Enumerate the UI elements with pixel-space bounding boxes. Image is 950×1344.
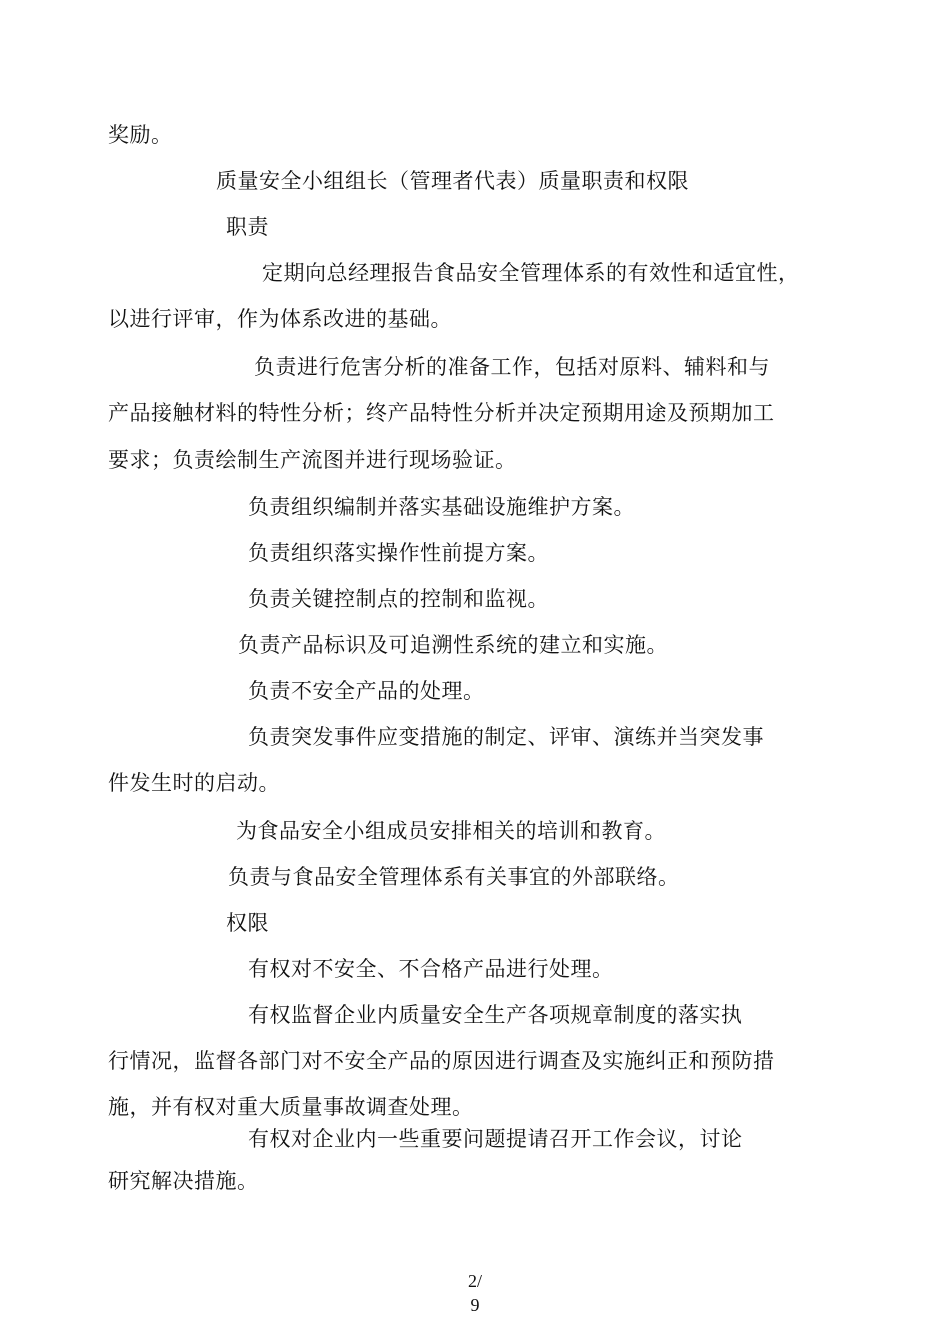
text-line: 负责产品标识及可追溯性系统的建立和实施。 <box>238 633 668 657</box>
text-line: 有权对不安全、不合格产品进行处理。 <box>248 957 614 981</box>
text-line: 件发生时的启动。 <box>108 771 280 795</box>
text-line: 研究解决措施。 <box>108 1169 259 1193</box>
subheading-duties: 职责 <box>226 215 269 239</box>
text-line: 以进行评审，作为体系改进的基础。 <box>108 307 452 331</box>
text-line: 负责组织落实操作性前提方案。 <box>248 541 549 565</box>
text-line: 负责组织编制并落实基础设施维护方案。 <box>248 495 635 519</box>
text-line: 负责突发事件应变措施的制定、评审、演练并当突发事 <box>248 725 764 749</box>
subheading-authority: 权限 <box>226 911 269 935</box>
text-line: 行情况，监督各部门对不安全产品的原因进行调查及实施纠正和预防措 <box>108 1049 775 1073</box>
text-line: 负责进行危害分析的准备工作，包括对原料、辅料和与 <box>254 355 770 379</box>
text-line: 奖励。 <box>108 123 173 147</box>
text-line: 负责与食品安全管理体系有关事宜的外部联络。 <box>228 865 680 889</box>
page-number-top: 2/ <box>467 1271 482 1291</box>
text-line: 有权对企业内一些重要问题提请召开工作会议，讨论 <box>248 1127 743 1151</box>
text-line: 定期向总经理报告食品安全管理体系的有效性和适宜性， <box>262 261 800 285</box>
text-line: 负责不安全产品的处理。 <box>248 679 485 703</box>
section-heading: 质量安全小组组长（管理者代表）质量职责和权限 <box>216 169 689 193</box>
text-line: 产品接触材料的特性分析；终产品特性分析并决定预期用途及预期加工 <box>108 401 775 425</box>
text-line: 负责关键控制点的控制和监视。 <box>248 587 549 611</box>
text-line: 施，并有权对重大质量事故调查处理。 <box>108 1095 474 1119</box>
page-number-bottom: 9 <box>470 1295 480 1315</box>
text-line: 要求；负责绘制生产流图并进行现场验证。 <box>108 448 517 472</box>
text-line: 为食品安全小组成员安排相关的培训和教育。 <box>236 819 666 843</box>
text-line: 有权监督企业内质量安全生产各项规章制度的落实执 <box>248 1003 743 1027</box>
